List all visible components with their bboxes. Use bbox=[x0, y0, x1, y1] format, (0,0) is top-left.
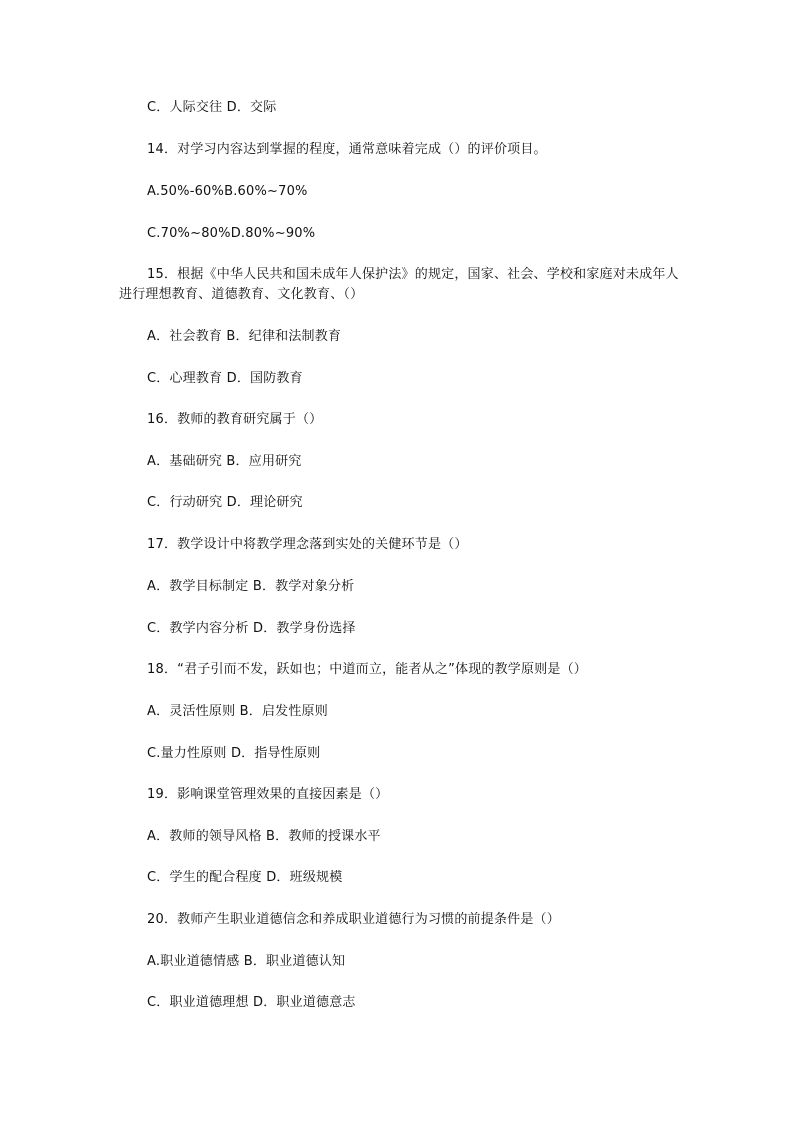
q17-options-cd: C．教学内容分析 D．教学身份选择 bbox=[147, 621, 356, 636]
q18-question: 18．“君子引而不发，跃如也；中道而立，能者从之”体现的教学原则是（） bbox=[147, 662, 588, 677]
q14-options-cd: C.70%~80%D.80%~90% bbox=[147, 226, 316, 241]
q17-options-ab: A．教学目标制定 B．教学对象分析 bbox=[147, 579, 355, 594]
q14-question: 14．对学习内容达到掌握的程度，通常意味着完成（）的评价项目。 bbox=[147, 142, 547, 157]
q13-options-cd: C．人际交往 D．交际 bbox=[147, 100, 277, 115]
q15-question: 15．根据《中华人民共和国未成年人保护法》的规定，国家、社会、学校和家庭对未成年人进行理想教育、道德教育、文化教育、（） bbox=[119, 267, 679, 302]
q19-options-cd: C．学生的配合程度 D．班级规模 bbox=[147, 870, 343, 885]
q15-options-ab: A．社会教育 B．纪律和法制教育 bbox=[147, 329, 342, 344]
q18-options-ab: A．灵活性原则 B．启发性原则 bbox=[147, 704, 328, 719]
q16-options-cd: C．行动研究 D．理论研究 bbox=[147, 495, 303, 510]
q16-options-ab: A．基础研究 B．应用研究 bbox=[147, 454, 302, 469]
q18-options-cd: C.量力性原则 D．指导性原则 bbox=[147, 746, 321, 761]
q20-question: 20．教师产生职业道德信念和养成职业道德行为习惯的前提条件是（） bbox=[147, 912, 560, 927]
q14-options-ab: A.50%-60%B.60%~70% bbox=[147, 184, 308, 199]
q17-question: 17．教学设计中将教学理念落到实处的关健环节是（） bbox=[147, 537, 468, 552]
q16-question: 16．教师的教育研究属于（） bbox=[147, 412, 323, 427]
q19-question: 19．影响课堂管理效果的直接因素是（） bbox=[147, 787, 389, 802]
q15-options-cd: C．心理教育 D．国防教育 bbox=[147, 371, 303, 386]
q19-options-ab: A．教师的领导风格 B．教师的授课水平 bbox=[147, 829, 381, 844]
q20-options-cd: C．职业道德理想 D．职业道德意志 bbox=[147, 995, 356, 1010]
q20-options-ab: A.职业道德情感 B．职业道德认知 bbox=[147, 954, 346, 969]
